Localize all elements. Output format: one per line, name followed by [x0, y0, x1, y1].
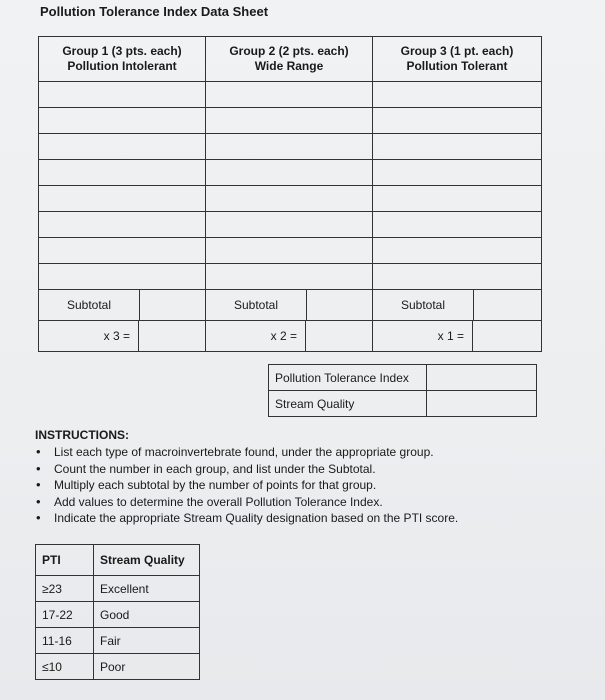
quality-rating: Good	[94, 602, 200, 628]
entry-cell[interactable]	[373, 264, 542, 290]
entry-row	[39, 212, 542, 238]
macroinvertebrate-table	[38, 36, 542, 352]
pti-column-header: PTI	[36, 545, 94, 576]
instruction-item	[34, 444, 458, 461]
entry-cell[interactable]	[373, 238, 542, 264]
pti-range: ≥23	[36, 576, 94, 602]
subtotal-row	[39, 290, 542, 321]
instruction-text: Add values to determine the overall Pollution Tolerance Index.	[54, 494, 383, 509]
entry-cell[interactable]	[373, 108, 542, 134]
entry-cell[interactable]	[39, 160, 206, 186]
entry-row	[39, 264, 542, 290]
group-1-title: Group 1 (3 pts. each)	[62, 44, 182, 58]
quality-column-header: Stream Quality	[94, 545, 200, 576]
group-1-subtitle: Pollution Intolerant	[67, 59, 177, 73]
bullet-icon: •	[36, 493, 41, 509]
entry-row	[39, 160, 542, 186]
group-2-multiplier-label: x 2 =	[206, 321, 306, 351]
group-3-subtotal-cell	[373, 290, 542, 321]
instructions-list	[34, 444, 458, 527]
group-1-multiplier-label: x 3 =	[39, 321, 139, 351]
entry-cell[interactable]	[206, 264, 373, 290]
entry-cell[interactable]	[206, 212, 373, 238]
group-1-points-field[interactable]	[139, 321, 205, 351]
group-2-points-field[interactable]	[306, 321, 372, 351]
header-row	[39, 37, 542, 82]
entry-cell[interactable]	[206, 160, 373, 186]
instruction-item	[34, 494, 458, 511]
stream-quality-value-field[interactable]	[427, 391, 537, 417]
bullet-icon: •	[36, 510, 41, 525]
entry-cell[interactable]	[373, 212, 542, 238]
pti-label: Pollution Tolerance Index	[269, 365, 427, 391]
instruction-text: Count the number in each group, and list under the Subtotal.	[54, 461, 376, 476]
entry-cell[interactable]	[373, 186, 542, 212]
group-2-header	[206, 37, 373, 82]
pti-row	[269, 365, 537, 391]
bullet-icon: •	[36, 444, 41, 459]
group-1-subtotal-field[interactable]	[140, 290, 205, 320]
quality-rating: Fair	[94, 628, 200, 654]
quality-rating: Excellent	[94, 576, 200, 602]
group-3-title: Group 3 (1 pt. each)	[400, 44, 514, 58]
entry-row	[39, 108, 542, 134]
pti-summary-table	[268, 364, 537, 417]
bullet-icon: •	[36, 477, 41, 492]
group-2-multiplier-cell	[206, 321, 373, 352]
page-title: Pollution Tolerance Index Data Sheet	[40, 4, 269, 19]
instruction-text: List each type of macroinvertebrate found, under the appropriate group.	[54, 445, 434, 459]
group-3-header	[373, 37, 542, 82]
entry-cell[interactable]	[373, 160, 542, 186]
entry-cell[interactable]	[39, 82, 206, 108]
pti-range: 17-22	[36, 602, 94, 628]
group-2-title: Group 2 (2 pts. each)	[229, 44, 349, 58]
entry-cell[interactable]	[39, 264, 206, 290]
entry-cell[interactable]	[39, 212, 206, 238]
entry-cell[interactable]	[39, 186, 206, 212]
quality-rating: Poor	[94, 654, 200, 680]
entry-cell[interactable]	[206, 238, 373, 264]
instruction-item	[34, 477, 458, 494]
pti-range: 11-16	[36, 628, 94, 654]
entry-row	[39, 238, 542, 264]
pti-value-field[interactable]	[427, 365, 537, 391]
instruction-text: Indicate the appropriate Stream Quality designation based on the PTI score.	[54, 511, 459, 525]
entry-cell[interactable]	[39, 134, 206, 160]
quality-header-row	[36, 545, 200, 576]
stream-quality-row	[269, 391, 537, 417]
entry-cell[interactable]	[206, 186, 373, 212]
group-2-subtotal-label: Subtotal	[206, 290, 307, 320]
quality-row	[36, 602, 200, 628]
entry-row	[39, 134, 542, 160]
group-3-multiplier-label: x 1 =	[373, 321, 473, 351]
group-3-multiplier-cell	[373, 321, 542, 352]
entry-cell[interactable]	[373, 134, 542, 160]
group-1-header	[39, 37, 206, 82]
instruction-item	[34, 461, 458, 478]
stream-quality-label: Stream Quality	[269, 391, 427, 417]
group-1-subtotal-cell	[39, 290, 206, 321]
entry-cell[interactable]	[373, 82, 542, 108]
group-2-subtitle: Wide Range	[254, 59, 324, 73]
entry-cell[interactable]	[39, 108, 206, 134]
instruction-text: Multiply each subtotal by the number of points for that group.	[54, 478, 377, 492]
entry-cell[interactable]	[206, 108, 373, 134]
stream-quality-table	[35, 544, 200, 680]
group-2-subtotal-cell	[206, 290, 373, 321]
group-3-subtitle: Pollution Tolerant	[406, 59, 508, 73]
group-2-subtotal-field[interactable]	[307, 290, 372, 320]
pti-range: ≤10	[36, 654, 94, 680]
entry-row	[39, 186, 542, 212]
group-3-subtotal-field[interactable]	[474, 290, 541, 320]
group-3-subtotal-label: Subtotal	[373, 290, 474, 320]
entry-cell[interactable]	[39, 238, 206, 264]
quality-row	[36, 576, 200, 602]
multiplier-row	[39, 321, 542, 352]
entry-cell[interactable]	[206, 82, 373, 108]
group-1-subtotal-label: Subtotal	[39, 290, 140, 320]
bullet-icon: •	[36, 460, 41, 476]
quality-row	[36, 654, 200, 680]
entry-cell[interactable]	[206, 134, 373, 160]
instructions-heading: INSTRUCTIONS:	[35, 428, 129, 442]
group-3-points-field[interactable]	[473, 321, 541, 351]
quality-row	[36, 628, 200, 654]
entry-row	[39, 82, 542, 108]
group-1-multiplier-cell	[39, 321, 206, 352]
instruction-item	[34, 510, 458, 527]
